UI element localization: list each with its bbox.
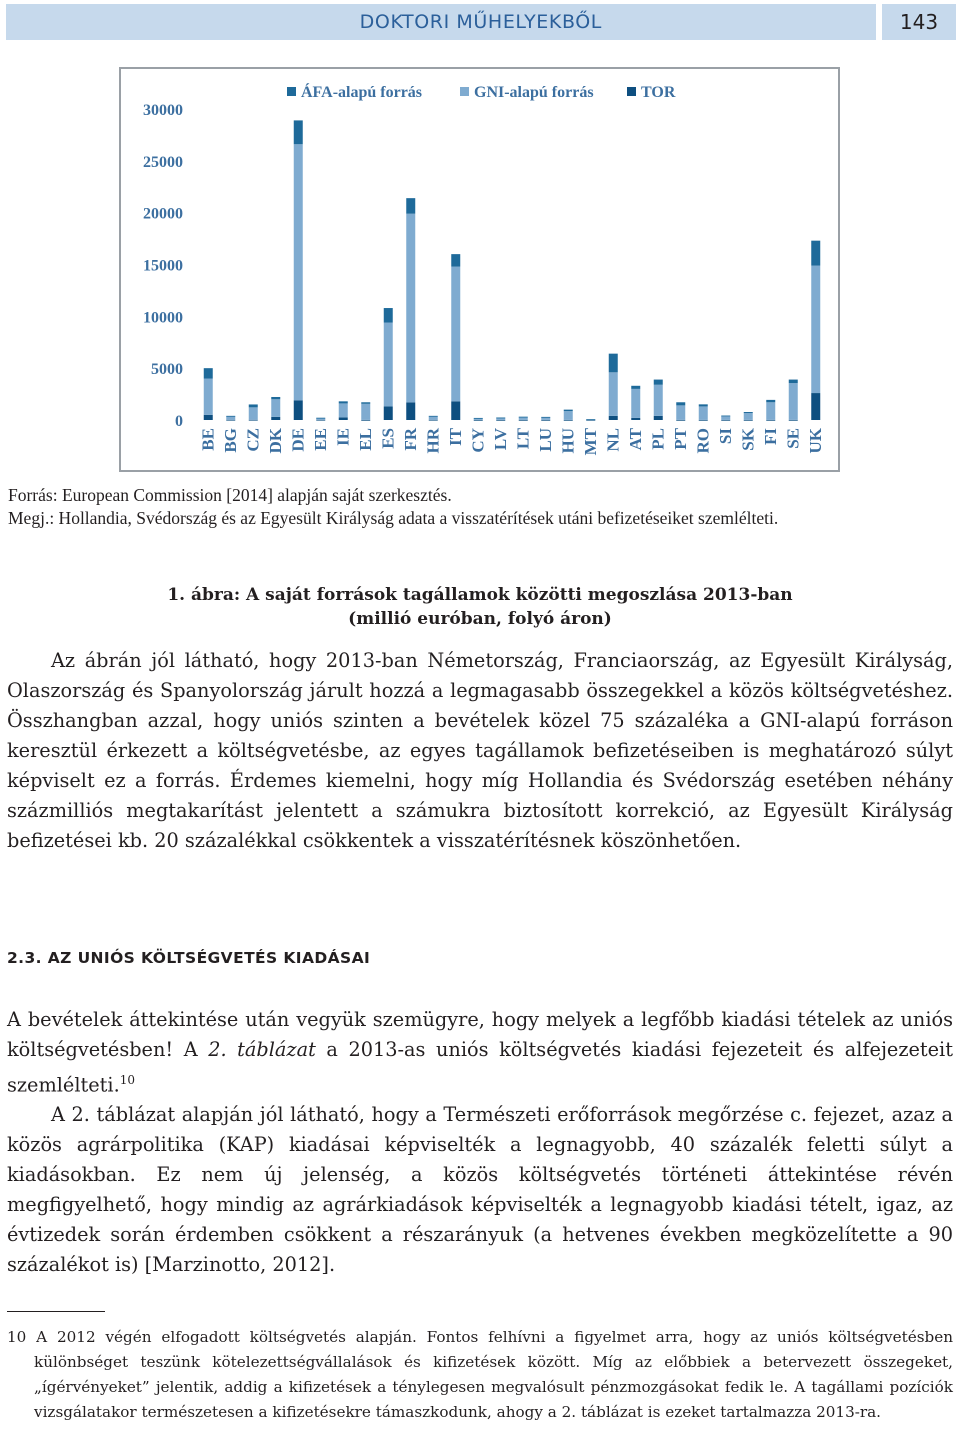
bar-segment <box>204 379 213 415</box>
bar-segment <box>631 389 640 418</box>
x-tick-label: PL <box>648 428 668 450</box>
bar-segment <box>316 420 325 421</box>
p2-start: A bevételek áttekintése után vegyük szemügyre, hogy melyek a legfőbb kiadási tételek az uniós költségvetésben! A <box>7 1008 953 1061</box>
bar-segment <box>744 420 753 421</box>
x-tick-label: CY <box>468 428 488 453</box>
y-tick-label: 15000 <box>143 257 183 275</box>
figure-chart <box>119 67 840 472</box>
x-tick-label: NL <box>603 428 623 452</box>
bar-segment <box>451 254 460 266</box>
legend-label: GNI-alapú forrás <box>474 84 594 101</box>
bar-segment <box>226 416 235 417</box>
y-tick-label: 20000 <box>143 205 183 223</box>
bar-segment <box>294 120 303 144</box>
bar-segment <box>789 383 798 420</box>
bar-segment <box>721 416 730 417</box>
bar-segment <box>429 416 438 417</box>
page-number: 143 <box>899 10 939 34</box>
x-tick-label: EL <box>355 428 375 451</box>
bar-segment <box>766 400 775 402</box>
x-tick-label: SE <box>783 428 803 449</box>
bar-segment <box>789 380 798 384</box>
bar-segment <box>271 399 280 417</box>
footnote-10 <box>7 1325 953 1425</box>
bar-segment <box>766 402 775 420</box>
legend-swatch <box>287 87 296 96</box>
x-tick-label: UK <box>805 428 825 454</box>
bar-segment <box>699 406 708 419</box>
bar-segment <box>699 420 708 421</box>
x-tick-label: EE <box>310 428 330 451</box>
bar-segment <box>474 420 483 421</box>
bar-segment <box>609 372 618 416</box>
stacked-bar-chart <box>121 69 838 470</box>
bar-segment <box>721 416 730 420</box>
bar-segment <box>204 368 213 378</box>
bar-segment <box>429 416 438 419</box>
bar-segment <box>451 267 460 402</box>
footnote-text: A 2012 végén elfogadott költségvetés alapján. Fontos felhívni a figyelmet arra, hogy az uniós költségvetésben különbséget teszünk kötelezettségvállalások és kifizetések között. Míg az előbbiek a betervezett összegeket, „ígérvényeket” jelentik, addig a kifizetések a ténylegesen megvalósult pénzmozgásokat fedik le. A tagállami pozíciók vizsgálatakor természetesen a kifizetésekre támaszkodunk, ahogy a 2. táblázat is ezeket tartalmazza 2013-ra. <box>34 1328 953 1421</box>
bar-segment <box>744 412 753 413</box>
bar-segment <box>654 385 663 416</box>
y-tick-label: 30000 <box>143 102 183 119</box>
bar-segment <box>226 416 235 419</box>
x-tick-label: IE <box>333 428 353 446</box>
bar-segment <box>316 418 325 419</box>
body-paragraph-3: A 2. táblázat alapján jól látható, hogy a Természeti erőforrások megőrzése c. fejezet, azaz a közös agrárpolitika (KAP) kiadásai képviselték a legnagyobb, 40 százalék feletti súlyt a kiadásokban. Ez nem új jelenség, a közös költségvetés történeti áttekintése révén megfigyelhető, hogy mindig az agrárkiadások képviselték a legnagyobb kiadási tételt, igaz, az évtizedek során érdemben csökkent a részarányuk (a hetvenes években megközelítette a 90 százalékot is) [Marzinotto, 2012]. <box>7 1103 953 1277</box>
x-tick-label: SI <box>715 428 735 445</box>
y-tick-label: 5000 <box>151 361 183 379</box>
y-tick-label: 0 <box>175 413 183 430</box>
x-tick-label: LU <box>535 428 555 452</box>
bar-segment <box>339 417 348 420</box>
bar-segment <box>519 420 528 421</box>
bar-segment <box>294 144 303 400</box>
bar-segment <box>654 416 663 420</box>
footnote-divider <box>7 1311 105 1312</box>
bar-segment <box>721 420 730 421</box>
p2-table-ref: 2. táblázat <box>208 1038 316 1061</box>
bar-segment <box>631 418 640 420</box>
bar-segment <box>406 402 415 420</box>
x-tick-label: DK <box>265 428 285 454</box>
x-tick-label: BG <box>220 428 240 453</box>
bar-segment <box>249 407 258 419</box>
bar-segment <box>339 401 348 403</box>
bar-segment <box>474 418 483 419</box>
section-heading: 2.3. AZ UNIÓS KÖLTSÉGVETÉS KIADÁSAI <box>7 949 371 967</box>
bar-segment <box>226 420 235 421</box>
bar-segment <box>676 402 685 405</box>
y-tick-label: 25000 <box>143 153 183 171</box>
x-tick-label: BE <box>198 428 218 451</box>
bar-segment <box>586 419 595 420</box>
x-tick-label: FI <box>760 428 780 445</box>
bar-segment <box>406 214 415 403</box>
bar-segment <box>564 410 573 411</box>
bar-segment <box>699 404 708 406</box>
bar-segment <box>384 407 393 420</box>
bar-segment <box>609 354 618 373</box>
bar-segment <box>789 420 798 421</box>
x-tick-label: IT <box>445 428 465 446</box>
bar-segment <box>294 400 303 420</box>
bar-segment <box>744 413 753 420</box>
figure-title <box>0 583 960 631</box>
y-tick-label: 10000 <box>143 309 183 327</box>
legend-label: ÁFA-alapú forrás <box>301 84 423 101</box>
x-tick-label: LT <box>513 428 533 450</box>
figure-note: Megj.: Hollandia, Svédország és az Egyesült Királyság adata a visszatérítések utáni befizetéseiket szemlélteti. <box>8 508 779 528</box>
legend-swatch <box>627 87 636 96</box>
footnote-number: 10 <box>7 1328 27 1346</box>
x-tick-label: HR <box>423 428 443 454</box>
figure-title-line2: (millió euróban, folyó áron) <box>348 609 612 629</box>
bar-segment <box>519 417 528 420</box>
bar-segment <box>676 405 685 420</box>
figure-source-note <box>8 484 953 530</box>
bar-segment <box>564 411 573 420</box>
x-tick-label: CZ <box>243 428 263 452</box>
x-tick-label: FR <box>400 428 420 451</box>
bar-segment <box>541 417 550 418</box>
x-tick-label: LV <box>490 428 510 451</box>
x-tick-label: ES <box>378 428 398 449</box>
footnote-ref[interactable]: 10 <box>119 1073 135 1087</box>
figure-source: Forrás: European Commission [2014] alapján saját szerkesztés. <box>8 485 452 505</box>
x-tick-label: PT <box>670 428 690 450</box>
bar-segment <box>271 417 280 420</box>
bar-segment <box>811 241 820 266</box>
page-header <box>6 4 956 40</box>
bar-segment <box>384 308 393 323</box>
bar-segment <box>451 401 460 420</box>
bar-segment <box>384 323 393 407</box>
bar-segment <box>406 198 415 214</box>
bar-segment <box>339 403 348 417</box>
body-paragraph-2-block <box>7 1005 953 1280</box>
x-tick-label: SK <box>738 428 758 451</box>
legend-swatch <box>460 87 469 96</box>
legend-label: TOR <box>641 84 676 101</box>
bar-segment <box>654 380 663 385</box>
x-tick-label: HU <box>558 428 578 454</box>
bar-segment <box>249 404 258 407</box>
bar-segment <box>496 420 505 421</box>
bar-segment <box>249 420 258 421</box>
bar-segment <box>766 420 775 421</box>
body-paragraph-1-block <box>7 646 953 856</box>
body-paragraph-2 <box>7 1005 953 1100</box>
x-tick-label: DE <box>288 428 308 452</box>
bar-segment <box>609 416 618 420</box>
bar-segment <box>811 266 820 394</box>
bar-segment <box>541 418 550 420</box>
footnote <box>7 1325 953 1425</box>
bar-segment <box>429 420 438 421</box>
bar-segment <box>361 420 370 421</box>
bar-segment <box>541 420 550 421</box>
bar-segment <box>361 404 370 420</box>
bar-segment <box>361 402 370 404</box>
figure-title-line1: 1. ábra: A saját források tagállamok közötti megoszlása 2013-ban <box>167 585 793 605</box>
p2-end: a 2013-as uniós költségvetés kiadási fejezeteit és alfejezeteit szemlélteti. <box>7 1038 953 1097</box>
running-header-title: DOKTORI MŰHELYEKBŐL <box>359 11 602 33</box>
bar-segment <box>519 417 528 418</box>
bar-segment <box>564 420 573 421</box>
bar-segment <box>204 415 213 420</box>
x-tick-label: MT <box>580 428 600 456</box>
x-tick-label: AT <box>625 428 645 451</box>
bar-segment <box>811 393 820 420</box>
bar-segment <box>271 397 280 399</box>
x-tick-label: RO <box>693 428 713 454</box>
bar-segment <box>676 420 685 421</box>
bar-segment <box>631 386 640 389</box>
bar-segment <box>496 418 505 419</box>
body-paragraph-1: Az ábrán jól látható, hogy 2013-ban Németország, Franciaország, az Egyesült Királyság, Olaszország és Spanyolország járult hozzá a legmagasabb összegekkel a közös költségvetéshez. Összhangban azzal, hogy uniós szinten a bevételek közel 75 százaléka a GNI-alapú forráson keresztül érkezett a költségvetésbe, az egyes tagállamok befizetéseiben is meghatározó súlyt képviselt ez a forrás. Érdemes kiemelni, hogy míg Hollandia és Svédország esetében néhány százmilliós megtakarítást jelentett a számukra biztosított korrekció, az Egyesült Királyság befizetései kb. 20 százalékkal csökkentek a visszatérítésnek köszönhetően. <box>7 649 953 852</box>
